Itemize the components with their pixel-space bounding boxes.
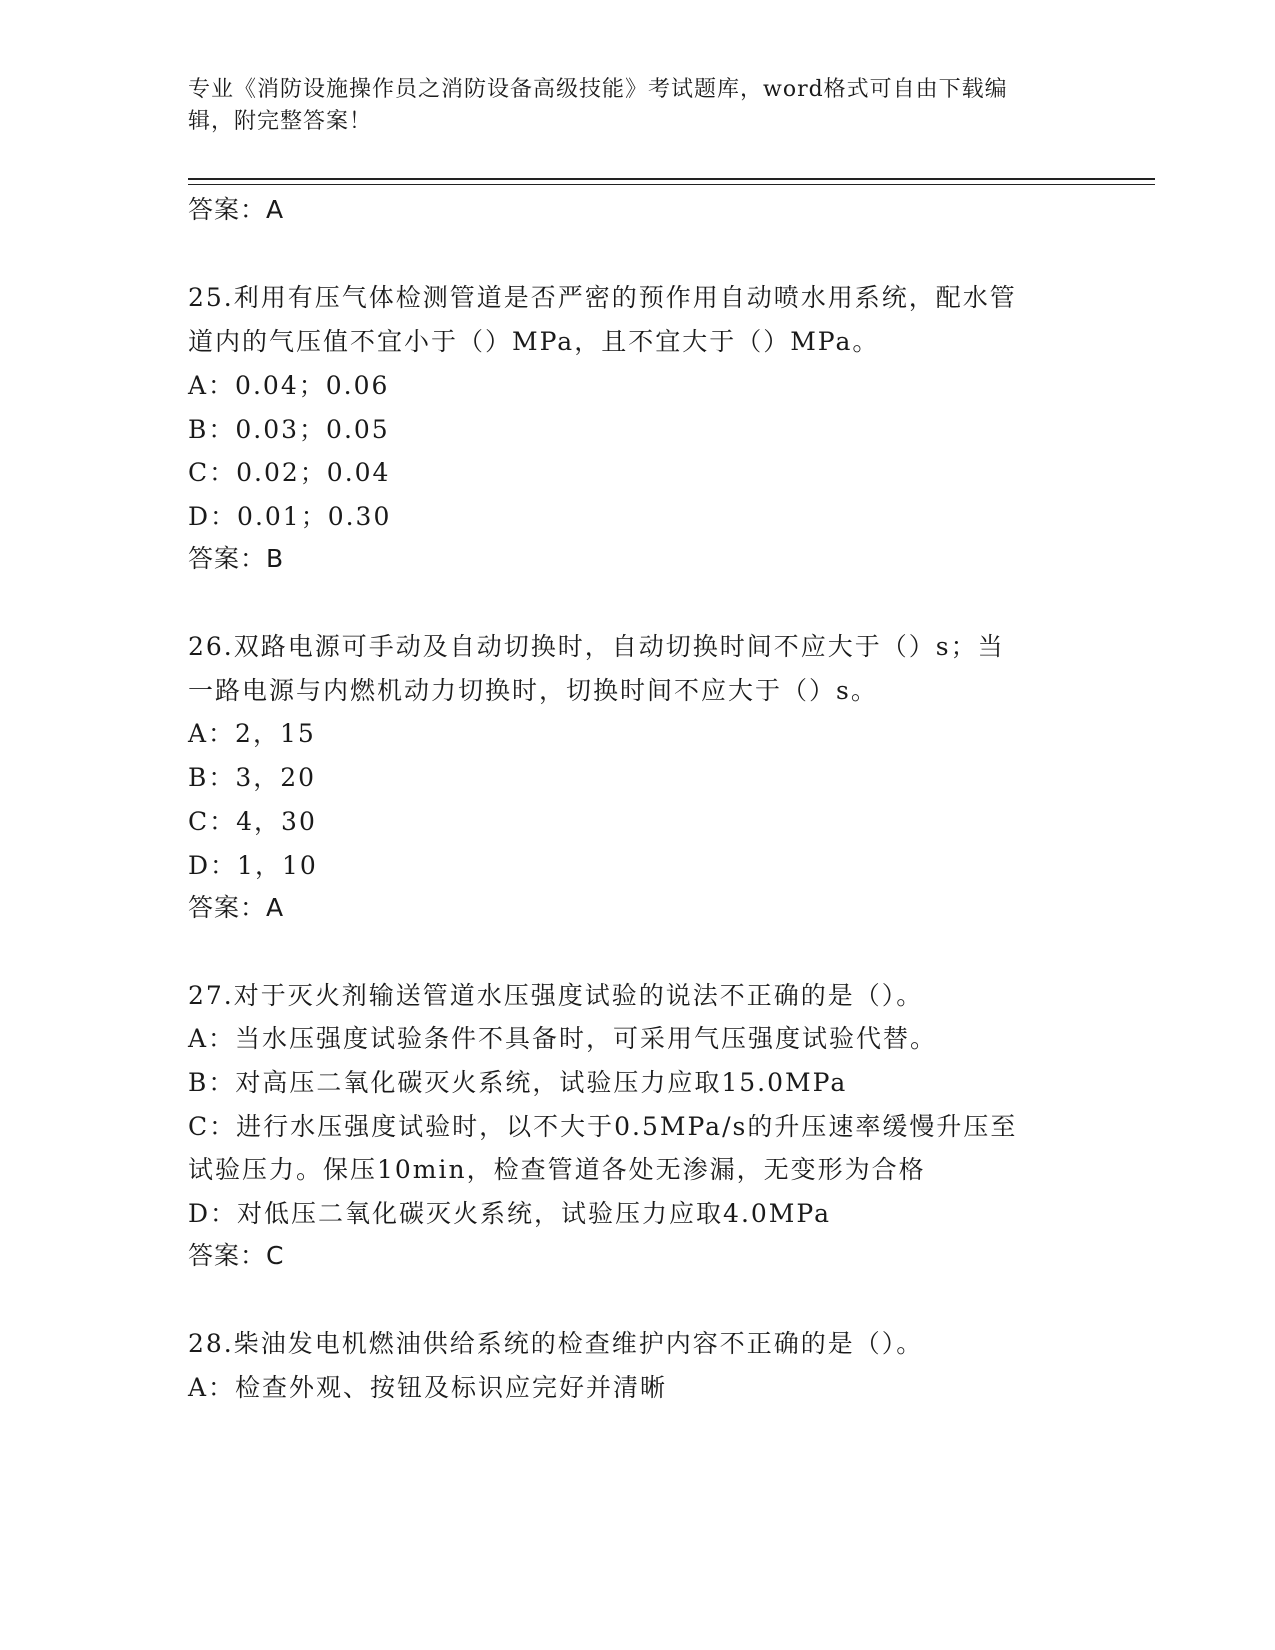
question-28-option-a: A：检查外观、按钮及标识应完好并清晰 (188, 1373, 668, 1402)
question-26-answer: 答案：A (188, 893, 285, 922)
question-27-option-c-line-1: C：进行水压强度试验时，以不大于0.5MPa/s的升压速率缓慢升压至 (188, 1112, 1018, 1141)
header-line-1: 专业《消防设施操作员之消防设备高级技能》考试题库，word格式可自由下载编 (188, 77, 1008, 102)
document-header (188, 74, 1068, 138)
question-27-stem: 27.对于灭火剂输送管道水压强度试验的说法不正确的是（）。 (188, 981, 924, 1010)
question-27-option-c-line-2: 试验压力。保压10min，检查管道各处无渗漏，无变形为合格 (188, 1155, 926, 1184)
question-26-option-b: B：3，20 (188, 763, 317, 792)
question-26-option-c: C：4，30 (188, 807, 317, 836)
question-25-option-c: C：0.02；0.04 (188, 458, 391, 487)
question-28-stem: 28.柴油发电机燃油供给系统的检查维护内容不正确的是（）。 (188, 1329, 924, 1358)
question-25-option-d: D：0.01；0.30 (188, 502, 392, 531)
question-27-option-a: A：当水压强度试验条件不具备时，可采用气压强度试验代替。 (188, 1024, 938, 1053)
question-27-answer: 答案：C (188, 1241, 285, 1270)
question-25-stem-line-1: 25.利用有压气体检测管道是否严密的预作用自动喷水用系统，配水管 (188, 283, 1017, 312)
question-26-stem-line-1: 26.双路电源可手动及自动切换时，自动切换时间不应大于（）s；当 (188, 632, 1005, 661)
question-27-option-d: D：对低压二氧化碳灭火系统，试验压力应取4.0MPa (188, 1199, 832, 1228)
question-25-answer: 答案：B (188, 544, 285, 573)
question-25-option-b: B：0.03；0.05 (188, 415, 390, 444)
question-26-stem-line-2: 一路电源与内燃机动力切换时，切换时间不应大于（）s。 (188, 676, 878, 705)
question-25-stem-line-2: 道内的气压值不宜小于（）MPa，且不宜大于（）MPa。 (188, 327, 880, 356)
header-divider-thick (188, 178, 1155, 180)
header-line-2: 辑，附完整答案！ (188, 109, 373, 134)
question-26-option-a: A：2，15 (188, 719, 316, 748)
question-25-option-a: A：0.04；0.06 (188, 371, 390, 400)
header-divider-thin (188, 184, 1155, 185)
question-26-option-d: D：1，10 (188, 851, 318, 880)
previous-answer: 答案：A (188, 195, 285, 224)
question-27-option-b: B：对高压二氧化碳灭火系统，试验压力应取15.0MPa (188, 1068, 848, 1097)
